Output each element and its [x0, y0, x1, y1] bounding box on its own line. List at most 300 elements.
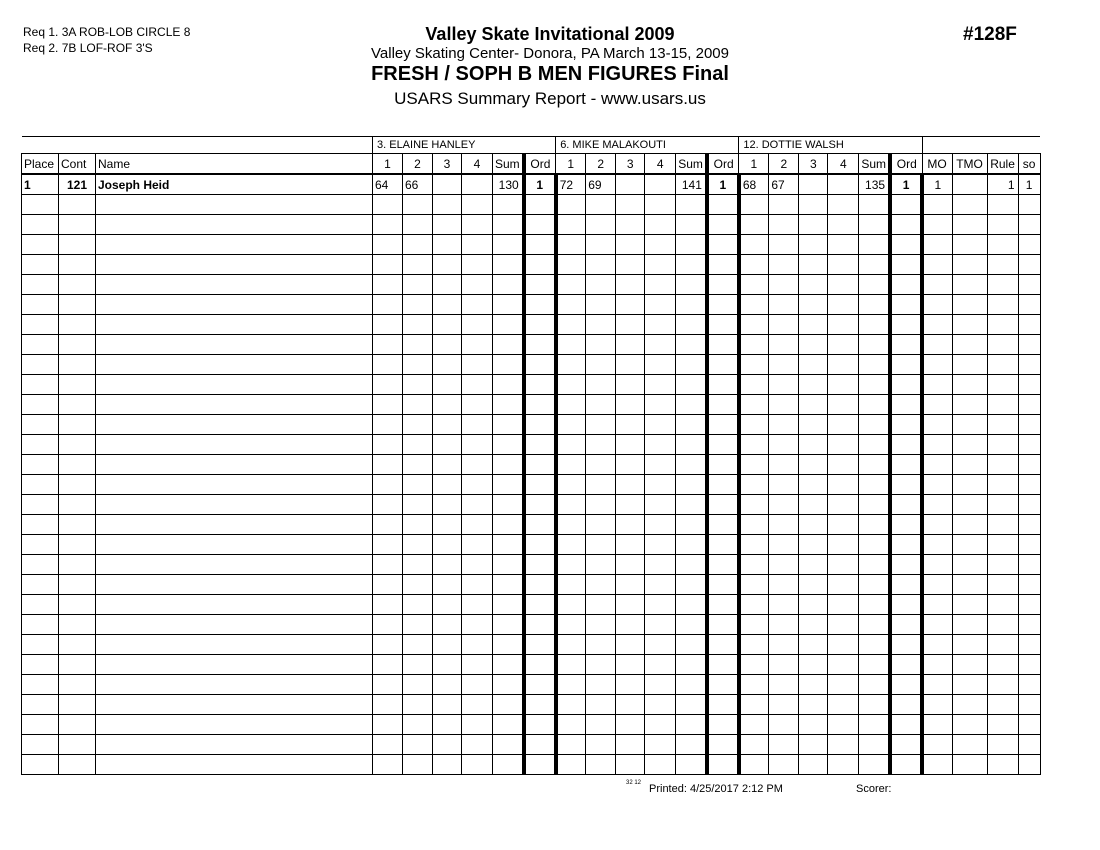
score-cell: [493, 715, 524, 735]
score-cell: [493, 255, 524, 275]
score-cell: [524, 515, 556, 535]
score-cell: 72: [556, 174, 586, 195]
score-cell: [373, 475, 403, 495]
judge-header-row: [22, 137, 1041, 154]
score-cell: [493, 655, 524, 675]
score-cell: [828, 555, 859, 575]
score-cell: [645, 595, 676, 615]
score-cell: [493, 515, 524, 535]
score-cell: [403, 655, 433, 675]
event-title: FRESH / SOPH B MEN FIGURES Final: [371, 63, 729, 85]
score-cell: [586, 435, 616, 455]
score-cell: [556, 655, 586, 675]
score-cell: [493, 395, 524, 415]
score-cell: [493, 455, 524, 475]
score-cell: [645, 515, 676, 535]
score-cell: [799, 595, 828, 615]
rule-cell: [987, 475, 1018, 495]
score-cell: [799, 555, 828, 575]
tmo-cell: [952, 575, 987, 595]
table-row: [22, 595, 1041, 615]
score-cell: [462, 495, 493, 515]
score-cell: [493, 495, 524, 515]
score-cell: [462, 415, 493, 435]
score-cell: [799, 575, 828, 595]
place-cell: [22, 315, 59, 335]
tmo-cell: [952, 655, 987, 675]
score-cell: [586, 715, 616, 735]
table-row: [22, 335, 1041, 355]
score-cell: [739, 435, 769, 455]
skater-name: [96, 695, 373, 715]
score-cell: [616, 735, 645, 755]
score-cell: [828, 415, 859, 435]
cont-cell: [59, 675, 96, 695]
score-cell: [586, 255, 616, 275]
score-cell: [707, 395, 739, 415]
skater-name: [96, 755, 373, 775]
mo-cell: [922, 515, 952, 535]
mo-cell: [922, 735, 952, 755]
mo-cell: [922, 455, 952, 475]
score-cell: [828, 174, 859, 195]
so-cell: [1018, 295, 1040, 315]
score-cell: [645, 655, 676, 675]
score-cell: [645, 715, 676, 735]
score-cell: [828, 435, 859, 455]
printed-timestamp: Printed: 4/25/2017 2:12 PM: [649, 783, 783, 795]
score-cell: [586, 555, 616, 575]
so-cell: [1018, 315, 1040, 335]
rule-cell: [987, 515, 1018, 535]
score-cell: [556, 435, 586, 455]
score-cell: [769, 195, 799, 215]
score-cell: [828, 395, 859, 415]
score-cell: [707, 735, 739, 755]
score-cell: [586, 695, 616, 715]
score-cell: [524, 535, 556, 555]
score-cell: [556, 535, 586, 555]
mo-cell: [922, 535, 952, 555]
score-cell: [676, 415, 707, 435]
score-cell: [493, 435, 524, 455]
table-row: [22, 475, 1041, 495]
tmo-cell: [952, 255, 987, 275]
score-cell: [493, 355, 524, 375]
score-cell: [493, 415, 524, 435]
score-cell: [645, 315, 676, 335]
cont-cell: [59, 275, 96, 295]
so-cell: [1018, 355, 1040, 375]
score-cell: [676, 735, 707, 755]
score-cell: [462, 255, 493, 275]
score-cell: [616, 595, 645, 615]
score-cell: [769, 635, 799, 655]
score-cell: [859, 635, 890, 655]
score-cell: [799, 475, 828, 495]
so-cell: [1018, 435, 1040, 455]
table-row: [22, 255, 1041, 275]
score-cell: [462, 675, 493, 695]
rule-cell: [987, 735, 1018, 755]
score-cell: [403, 675, 433, 695]
table-row: [22, 755, 1041, 775]
score-cell: [828, 695, 859, 715]
score-cell: [676, 495, 707, 515]
skater-name: [96, 715, 373, 735]
cont-cell: [59, 535, 96, 555]
score-cell: [799, 755, 828, 775]
score-cell: [616, 195, 645, 215]
col-judge2-1: 1: [556, 154, 586, 175]
score-cell: [373, 395, 403, 415]
score-cell: [403, 495, 433, 515]
score-cell: [707, 235, 739, 255]
score-cell: 69: [586, 174, 616, 195]
score-cell: [462, 295, 493, 315]
score-cell: [799, 355, 828, 375]
score-cell: [462, 355, 493, 375]
score-cell: [676, 355, 707, 375]
score-cell: [645, 335, 676, 355]
results-table: [21, 136, 1041, 775]
score-cell: [524, 635, 556, 655]
skater-name: [96, 315, 373, 335]
score-cell: [433, 475, 462, 495]
mo-cell: [922, 695, 952, 715]
mo-cell: [922, 655, 952, 675]
score-cell: [556, 495, 586, 515]
score-cell: [373, 315, 403, 335]
score-cell: [828, 515, 859, 535]
mo-cell: [922, 575, 952, 595]
score-cell: [524, 215, 556, 235]
score-cell: [556, 475, 586, 495]
score-cell: [433, 435, 462, 455]
score-cell: [859, 715, 890, 735]
score-cell: [645, 255, 676, 275]
score-cell: [739, 215, 769, 235]
cont-cell: [59, 595, 96, 615]
rule-cell: [987, 315, 1018, 335]
so-cell: [1018, 515, 1040, 535]
score-cell: [828, 295, 859, 315]
score-cell: [676, 755, 707, 775]
score-cell: [739, 655, 769, 675]
place-cell: [22, 695, 59, 715]
score-cell: [616, 315, 645, 335]
score-cell: [373, 535, 403, 555]
skater-name: [96, 595, 373, 615]
score-cell: [556, 615, 586, 635]
score-cell: [524, 335, 556, 355]
score-cell: [462, 215, 493, 235]
table-row: [22, 695, 1041, 715]
score-cell: [799, 174, 828, 195]
score-cell: [707, 315, 739, 335]
skater-name: [96, 195, 373, 215]
score-cell: [769, 675, 799, 695]
mo-cell: [922, 555, 952, 575]
score-cell: [403, 595, 433, 615]
skater-name: [96, 275, 373, 295]
score-cell: [799, 315, 828, 335]
cont-cell: [59, 295, 96, 315]
score-cell: [556, 455, 586, 475]
score-cell: [373, 615, 403, 635]
score-cell: [676, 655, 707, 675]
score-cell: [676, 315, 707, 335]
score-cell: [676, 455, 707, 475]
score-cell: [707, 595, 739, 615]
score-cell: [799, 635, 828, 655]
score-cell: [403, 255, 433, 275]
score-cell: [707, 655, 739, 675]
score-cell: [586, 295, 616, 315]
score-cell: 1: [890, 174, 922, 195]
score-cell: [616, 675, 645, 695]
score-cell: [739, 475, 769, 495]
score-cell: [433, 395, 462, 415]
score-cell: [739, 735, 769, 755]
place-cell: [22, 555, 59, 575]
score-cell: [433, 555, 462, 575]
judge-1: 3. ELAINE HANLEY: [373, 137, 556, 154]
score-cell: [769, 735, 799, 755]
score-cell: [586, 495, 616, 515]
score-cell: 67: [769, 174, 799, 195]
col-judge1-2: 2: [403, 154, 433, 175]
score-cell: [493, 615, 524, 635]
table-row: [22, 375, 1041, 395]
score-cell: [524, 555, 556, 575]
score-cell: [859, 455, 890, 475]
score-cell: [707, 495, 739, 515]
score-cell: [616, 375, 645, 395]
score-cell: [799, 255, 828, 275]
cont-cell: [59, 215, 96, 235]
score-cell: [828, 755, 859, 775]
mo-cell: 1: [922, 174, 952, 195]
score-cell: [462, 515, 493, 535]
score-cell: [645, 174, 676, 195]
score-cell: [373, 235, 403, 255]
score-cell: [676, 295, 707, 315]
score-cell: [373, 495, 403, 515]
score-cell: [890, 315, 922, 335]
score-cell: [433, 235, 462, 255]
score-cell: [403, 555, 433, 575]
score-cell: [769, 495, 799, 515]
cont-cell: [59, 435, 96, 455]
score-cell: [524, 455, 556, 475]
table-row: [22, 555, 1041, 575]
place-cell: [22, 215, 59, 235]
score-cell: [890, 755, 922, 775]
skater-name: [96, 515, 373, 535]
score-cell: [890, 695, 922, 715]
cont-cell: [59, 255, 96, 275]
score-cell: [890, 475, 922, 495]
so-cell: [1018, 555, 1040, 575]
so-cell: [1018, 195, 1040, 215]
score-cell: [799, 295, 828, 315]
score-cell: [403, 455, 433, 475]
score-cell: [556, 355, 586, 375]
cont-cell: [59, 655, 96, 675]
score-cell: [493, 575, 524, 595]
table-row: [22, 415, 1041, 435]
score-cell: [556, 555, 586, 575]
tmo-cell: [952, 275, 987, 295]
score-cell: [769, 355, 799, 375]
score-cell: 68: [739, 174, 769, 195]
score-cell: [616, 575, 645, 595]
score-cell: [859, 755, 890, 775]
cont-cell: [59, 375, 96, 395]
so-cell: [1018, 495, 1040, 515]
score-cell: [645, 615, 676, 635]
skater-name: [96, 475, 373, 495]
score-cell: [828, 495, 859, 515]
mo-cell: [922, 255, 952, 275]
score-cell: [403, 415, 433, 435]
score-cell: [556, 395, 586, 415]
score-cell: [890, 515, 922, 535]
table-row: [22, 535, 1041, 555]
table-row: [22, 435, 1041, 455]
score-cell: [739, 195, 769, 215]
score-cell: [707, 675, 739, 695]
score-cell: [828, 575, 859, 595]
col-judge1-sum: Sum: [493, 154, 524, 175]
table-row: [22, 355, 1041, 375]
place-cell: [22, 575, 59, 595]
score-cell: [890, 375, 922, 395]
score-cell: 1: [524, 174, 556, 195]
score-cell: [890, 455, 922, 475]
cont-cell: [59, 735, 96, 755]
score-cell: [556, 255, 586, 275]
score-cell: [616, 295, 645, 315]
rule-cell: [987, 595, 1018, 615]
score-cell: [890, 215, 922, 235]
score-cell: [799, 235, 828, 255]
score-cell: [556, 295, 586, 315]
score-cell: [859, 535, 890, 555]
score-cell: [739, 335, 769, 355]
skater-name: [96, 535, 373, 555]
score-cell: [586, 615, 616, 635]
score-cell: [556, 575, 586, 595]
place-cell: [22, 295, 59, 315]
so-cell: [1018, 475, 1040, 495]
rule-cell: [987, 435, 1018, 455]
score-cell: [707, 695, 739, 715]
score-cell: [433, 195, 462, 215]
rule-cell: [987, 355, 1018, 375]
score-cell: [373, 755, 403, 775]
score-cell: [739, 635, 769, 655]
score-cell: [828, 235, 859, 255]
score-cell: [373, 555, 403, 575]
score-cell: [616, 174, 645, 195]
score-cell: [462, 655, 493, 675]
score-cell: [433, 715, 462, 735]
score-cell: [403, 335, 433, 355]
score-cell: [373, 415, 403, 435]
score-cell: [403, 295, 433, 315]
score-cell: [799, 195, 828, 215]
tmo-cell: [952, 355, 987, 375]
score-cell: [645, 395, 676, 415]
score-cell: [676, 575, 707, 595]
score-cell: [616, 615, 645, 635]
score-cell: [769, 215, 799, 235]
score-cell: [616, 395, 645, 415]
tmo-cell: [952, 535, 987, 555]
score-cell: [586, 755, 616, 775]
place-cell: [22, 615, 59, 635]
cont-cell: [59, 695, 96, 715]
place-cell: [22, 515, 59, 535]
rule-cell: [987, 675, 1018, 695]
mo-cell: [922, 375, 952, 395]
mo-cell: [922, 295, 952, 315]
score-cell: [586, 195, 616, 215]
score-cell: [799, 335, 828, 355]
score-cell: [462, 335, 493, 355]
col-place: Place: [22, 154, 59, 175]
score-cell: [462, 735, 493, 755]
score-cell: [859, 195, 890, 215]
place-cell: [22, 595, 59, 615]
score-cell: [462, 375, 493, 395]
column-header-row: [22, 154, 1041, 175]
score-cell: [462, 575, 493, 595]
so-cell: [1018, 715, 1040, 735]
mo-cell: [922, 315, 952, 335]
score-cell: [739, 615, 769, 635]
score-cell: [556, 635, 586, 655]
score-cell: [799, 455, 828, 475]
score-cell: [433, 275, 462, 295]
mo-cell: [922, 335, 952, 355]
score-cell: [828, 635, 859, 655]
score-cell: [433, 415, 462, 435]
score-cell: 141: [676, 174, 707, 195]
score-cell: [676, 195, 707, 215]
score-cell: [707, 555, 739, 575]
mo-cell: [922, 475, 952, 495]
score-cell: 66: [403, 174, 433, 195]
score-cell: [403, 315, 433, 335]
rule-cell: [987, 235, 1018, 255]
rule-cell: [987, 275, 1018, 295]
score-cell: [493, 735, 524, 755]
so-cell: [1018, 735, 1040, 755]
score-cell: [493, 375, 524, 395]
skater-name: [96, 395, 373, 415]
skater-name: [96, 335, 373, 355]
score-cell: [403, 215, 433, 235]
score-cell: [799, 415, 828, 435]
table-row: [22, 455, 1041, 475]
score-cell: [739, 755, 769, 775]
score-cell: [524, 595, 556, 615]
score-cell: [433, 215, 462, 235]
score-cell: [890, 535, 922, 555]
